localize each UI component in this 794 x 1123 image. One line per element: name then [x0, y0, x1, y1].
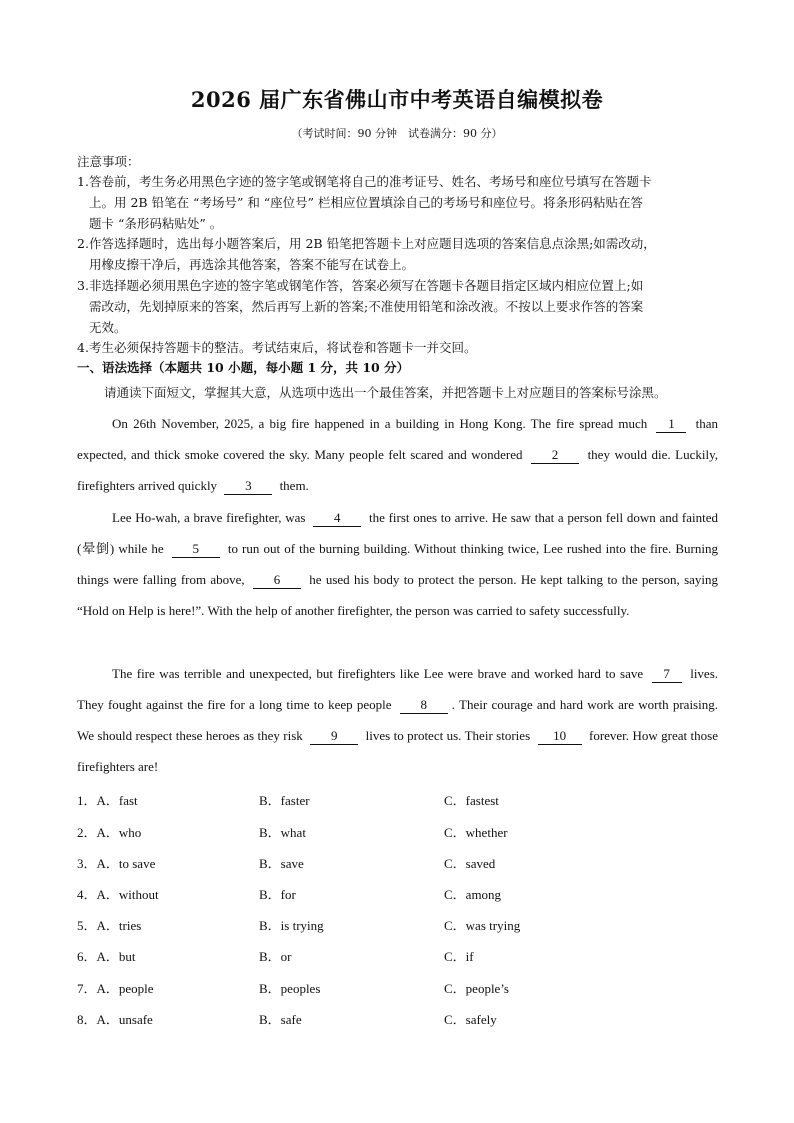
section-instruction: 请通读下面短文，掌握其大意，从选项中选出一个最佳答案，并把答题卡上对应题目的答案标号涂黑。	[104, 385, 667, 400]
note-line: 答卷前，考生务必用黑色字迹的签字笔或钢笔将自己的准考证号、姓名、考场号和座位号填写在答题卡	[89, 174, 652, 189]
passage-text: lives to protect us. Their stories	[365, 728, 531, 743]
passage-paragraph-2	[77, 502, 718, 626]
passage-text: them.	[279, 478, 309, 493]
blank-7: 7	[652, 666, 682, 683]
option-b: B．peoples	[259, 981, 321, 996]
note-number: 3.	[77, 278, 89, 293]
question-6-options	[77, 946, 727, 966]
note-number: 1.	[77, 174, 89, 189]
question-1-options	[77, 790, 727, 810]
option-b: B．faster	[259, 793, 310, 808]
note-line: 题卡 “条形码粘贴处” 。	[89, 216, 223, 231]
passage-text: he used his body to protect the person. He kept talking to the person, saying “Hold on Help is here!”. With the help of another firefighter, the person was carried to safety successfully.	[77, 572, 719, 618]
note-item-4	[77, 337, 727, 358]
blank-1: 1	[656, 416, 686, 433]
note-line: 考生必须保持答题卡的整洁。考试结束后，将试卷和答题卡一并交回。	[89, 340, 477, 355]
notes-heading: 注意事项：	[77, 154, 140, 169]
option-a: 5．A．tries	[77, 918, 142, 933]
blank-4: 4	[313, 510, 361, 527]
blank-3: 3	[224, 478, 272, 495]
option-c: C．was trying	[444, 918, 521, 933]
option-a: 4．A．without	[77, 887, 159, 902]
passage-paragraph-3	[77, 658, 718, 782]
option-a: 3．A．to save	[77, 856, 156, 871]
option-c: C．fastest	[444, 793, 499, 808]
blank-9: 9	[310, 728, 358, 745]
blank-6: 6	[253, 572, 301, 589]
option-b: B．is trying	[259, 918, 324, 933]
passage-text: The fire was terrible and unexpected, but firefighters like Lee were brave and worked hard to save	[112, 666, 644, 681]
blank-5: 5	[172, 541, 220, 558]
option-a: 7．A．people	[77, 981, 154, 996]
option-b: B．what	[259, 825, 306, 840]
note-item-3	[77, 275, 727, 338]
option-c: C．among	[444, 887, 502, 902]
option-c: C．saved	[444, 856, 496, 871]
option-a: 6．A．but	[77, 949, 136, 964]
note-line: 作答选择题时，选出每小题答案后，用 2B 铅笔把答题卡上对应题目选项的答案信息点涂黑;如需改动，	[89, 236, 656, 251]
passage-paragraph-1	[77, 408, 718, 501]
option-c: C．people’s	[444, 981, 509, 996]
option-b: B．or	[259, 949, 292, 964]
blank-10: 10	[538, 728, 582, 745]
note-line: 非选择题必须用黑色字迹的签字笔或钢笔作答，答案必须写在答题卡各题目指定区域内相应位置上;如	[89, 278, 644, 293]
question-5-options	[77, 915, 727, 935]
note-number: 4.	[77, 340, 89, 355]
option-c: C．whether	[444, 825, 508, 840]
question-4-options	[77, 884, 727, 904]
note-line: 上。用 2B 铅笔在 “考场号” 和 “座位号” 栏相应位置填涂自己的考场号和座位号。将条形码粘贴在答	[89, 195, 644, 210]
question-7-options	[77, 978, 727, 998]
passage-text: lives. They fought against the fire for a long time to keep people	[77, 666, 719, 712]
option-a: 8．A．unsafe	[77, 1012, 153, 1027]
question-8-options	[77, 1009, 727, 1029]
passage-text: forever. How great those firefighters are!	[77, 728, 718, 774]
blank-2: 2	[531, 447, 579, 464]
question-3-options	[77, 853, 727, 873]
option-b: B．for	[259, 887, 296, 902]
option-c: C．if	[444, 949, 474, 964]
passage-text: . Their courage and hard work are worth praising. We should respect these heroes as they risk	[77, 697, 718, 743]
note-line: 用橡皮擦干净后，再选涂其他答案，答案不能写在试卷上。	[89, 257, 415, 272]
note-line: 无效。	[89, 320, 127, 335]
option-b: B．safe	[259, 1012, 302, 1027]
option-a: 2．A．who	[77, 825, 142, 840]
option-a: 1．A．fast	[77, 793, 138, 808]
blank-8: 8	[400, 697, 448, 714]
note-item-1	[77, 171, 727, 234]
passage-text: than expected, and thick smoke covered the sky. Many people felt scared and wondered	[77, 416, 719, 462]
option-b: B．save	[259, 856, 304, 871]
passage-text: to run out of the burning building. Without thinking twice, Lee rushed into the fire. Burning things were falling from above,	[77, 541, 718, 587]
passage-text: they would die. Luckily, firefighters arrived quickly	[77, 447, 718, 493]
note-item-2	[77, 233, 727, 275]
note-line: 需改动，先划掉原来的答案，然后再写上新的答案;不准使用铅笔和涂改液。不按以上要求作答的答案	[89, 299, 644, 314]
section-heading: 一、语法选择（本题共 10 小题，每小题 1 分，共 10 分）	[77, 360, 410, 375]
exam-info: （考试时间：90 分钟 试卷满分：90 分）	[291, 127, 503, 140]
passage-text: Lee Ho-wah, a brave firefighter, was	[112, 510, 306, 525]
note-number: 2.	[77, 236, 89, 251]
question-2-options	[77, 822, 727, 842]
option-c: C．safely	[444, 1012, 497, 1027]
page-title: 2026 届广东省佛山市中考英语自编模拟卷	[190, 87, 604, 112]
passage-text: On 26th November, 2025, a big fire happened in a building in Hong Kong. The fire spread much	[112, 416, 648, 431]
passage-text: the first ones to arrive. He saw that a person fell down and fainted (晕倒) while he	[77, 510, 719, 556]
